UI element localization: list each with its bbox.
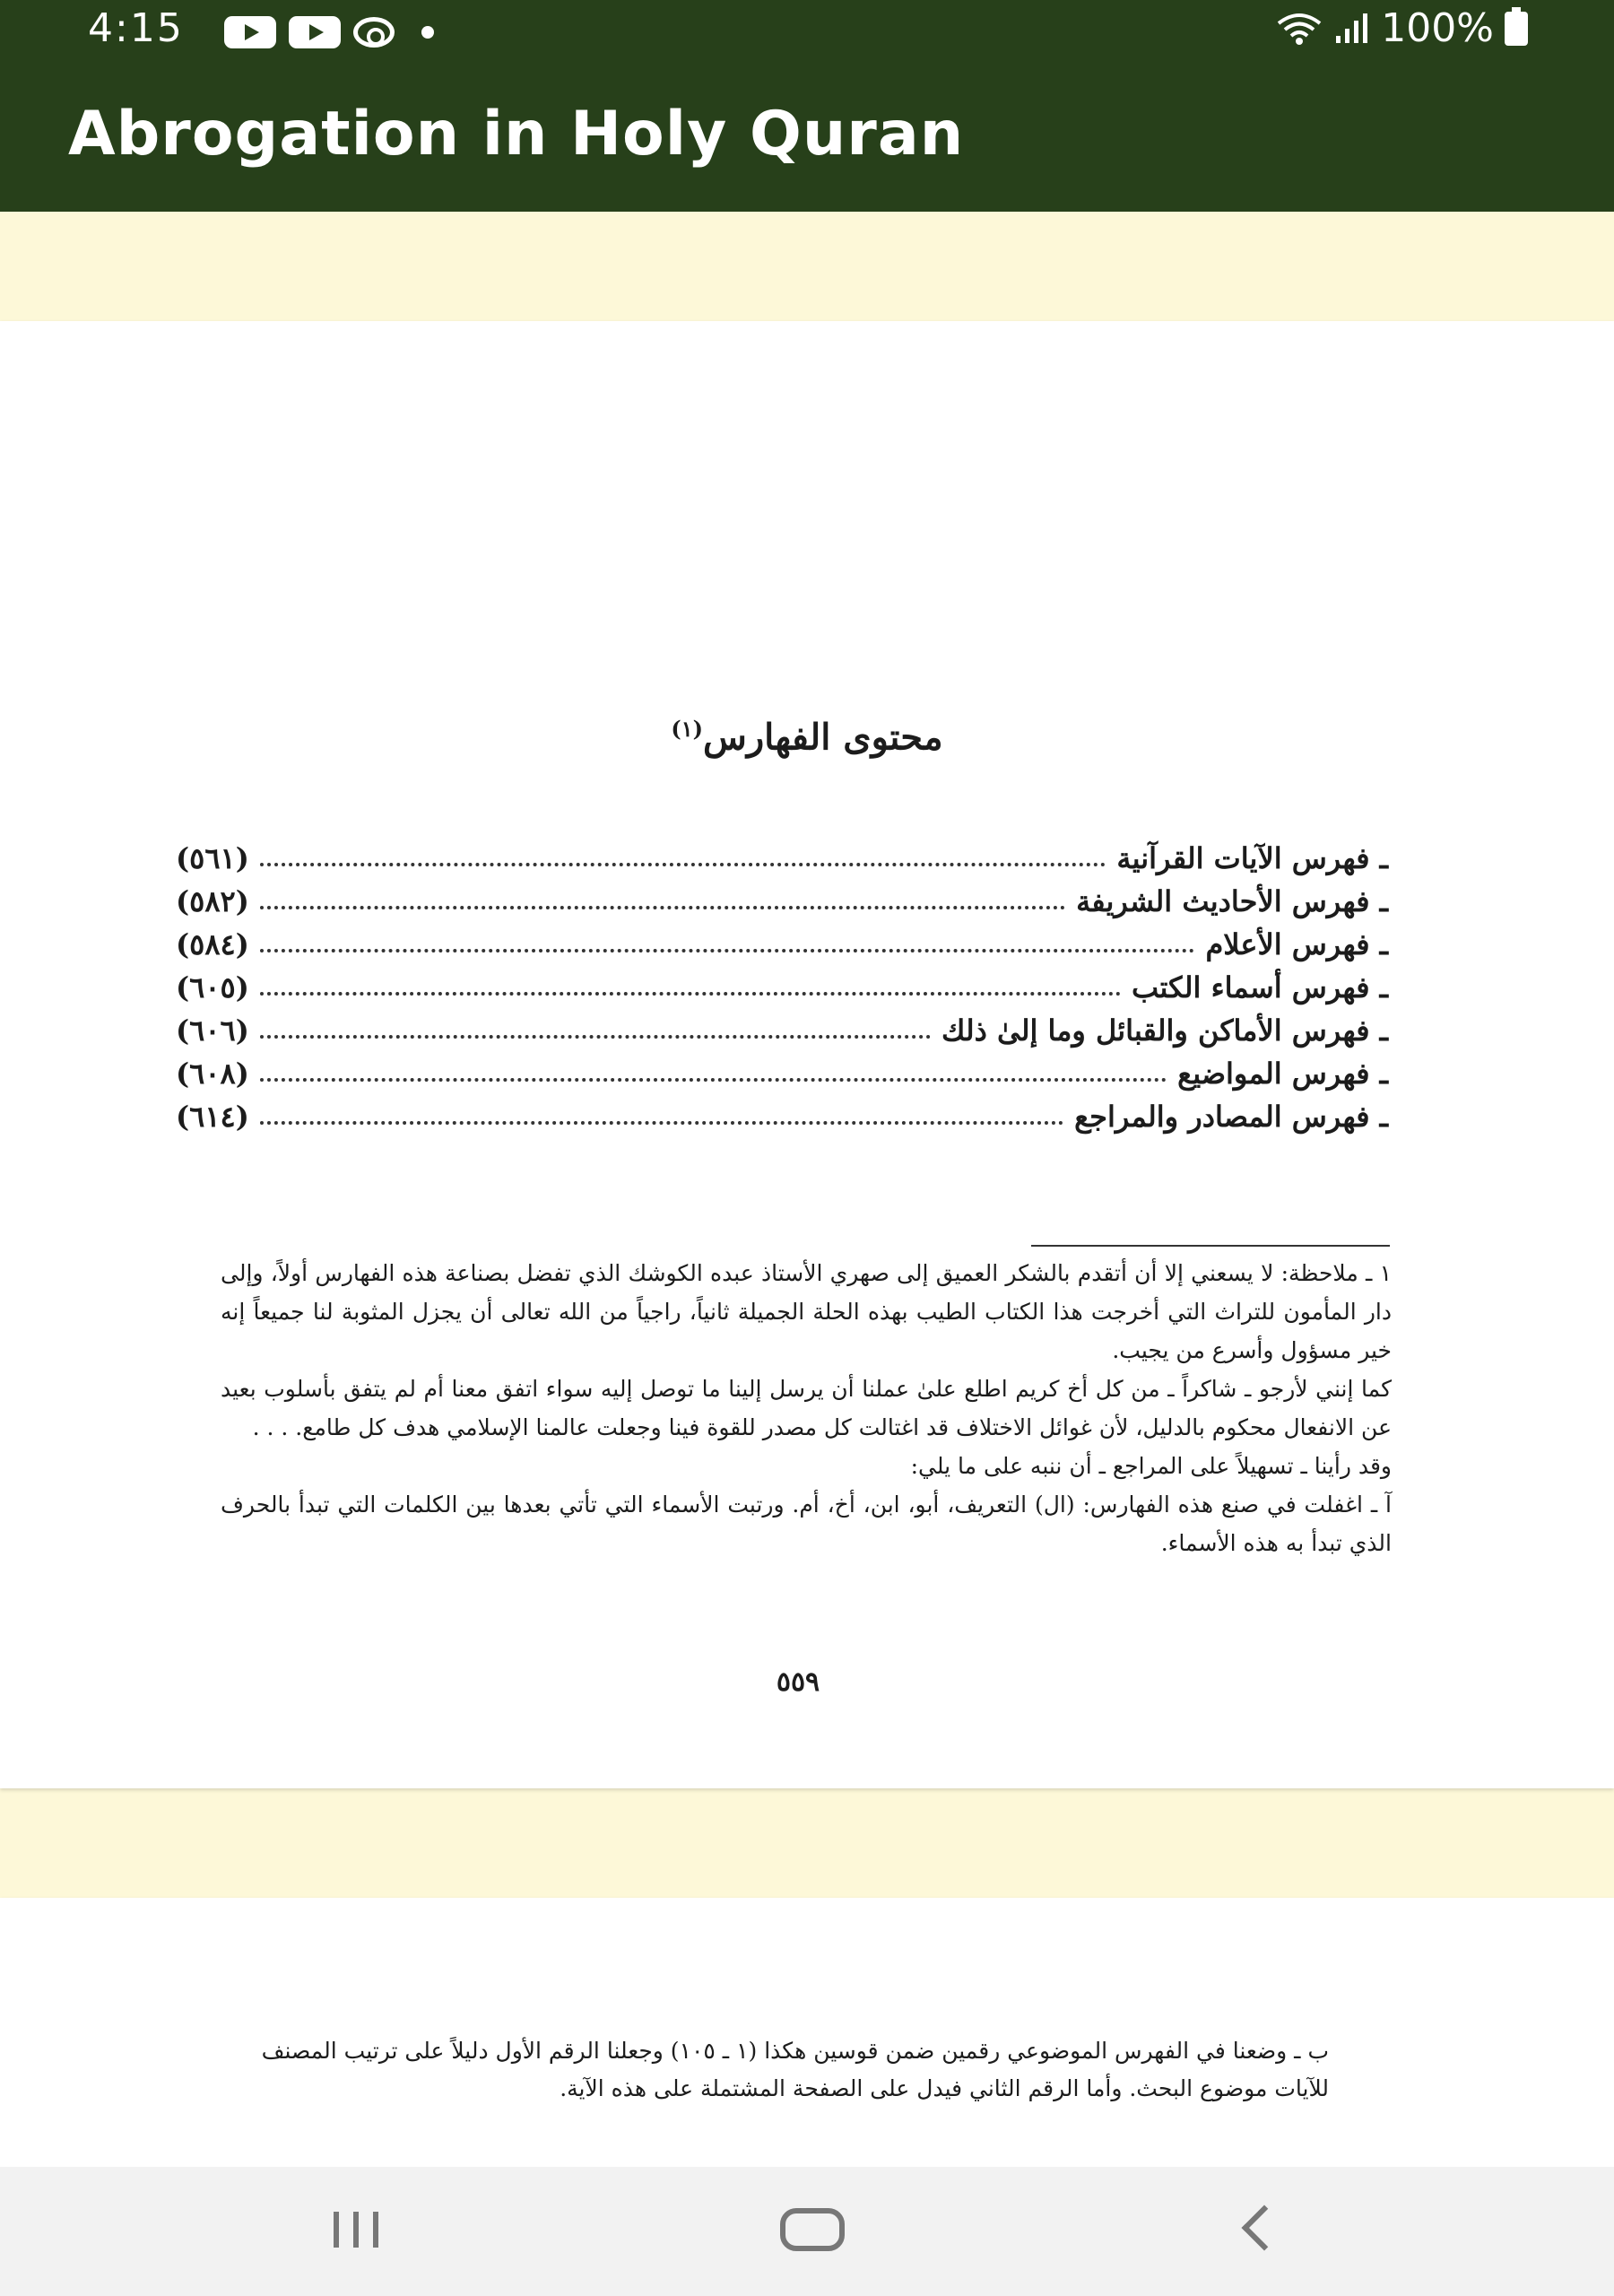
battery-icon [1505, 12, 1528, 46]
toc-label: ـ فهرس الأعلام [1205, 927, 1388, 961]
home-icon[interactable] [780, 2208, 845, 2251]
toc-page-number: (٦٠٦) [176, 1013, 249, 1048]
screen-mirror-icon [353, 17, 395, 48]
system-nav-bar [0, 2167, 1614, 2296]
recent-apps-bar [334, 2212, 339, 2248]
toc-label: ـ فهرس الآيات القرآنية [1116, 841, 1388, 875]
app-title: Abrogation in Holy Quran [68, 99, 965, 170]
toc-row [176, 918, 1388, 961]
app-bar [0, 63, 1614, 212]
toc-leader-dots [260, 906, 1065, 909]
toc-leader-dots [260, 1078, 1167, 1082]
book-page[interactable] [0, 321, 1614, 1788]
youtube-icon [224, 16, 276, 48]
toc-leader-dots [260, 863, 1106, 866]
toc-row [176, 1048, 1388, 1091]
toc-row [176, 961, 1388, 1004]
back-icon[interactable] [1242, 2205, 1288, 2251]
footnote-paragraph: ١ ـ ملاحظة: لا يسعني إلا أن أتقدم بالشكر العميق إلى صهري الأستاذ عبده الكوشك الذي تفضل بصناعة هذه الفهارس أولاً، وإلى دار المأمون للتراث التي أخرجت هذا الكتاب الطيب بهذه الحلة الجميلة ثانياً، راجياً من الله تعالى أن يجزل المثوبة لنا جميعاً إنه خير مسؤول وأسرع من يجيب. [221, 1260, 1392, 1363]
footnote-paragraph: آ ـ اغفلت في صنع هذه الفهارس: (ال) التعريف، أبو، ابن، أخ، أم. ورتبت الأسماء التي تأتي بعدها بين الكلمات التي تبدأ بالحرف الذي تبدأ به هذه الأسماء. [221, 1492, 1392, 1556]
toc-label: ـ فهرس المصادر والمراجع [1074, 1100, 1388, 1134]
notification-dot-icon [421, 26, 434, 39]
youtube-icon [289, 16, 341, 48]
footnote-paragraph: كما إنني لأرجو ـ شاكراً ـ من كل أخ كريم اطلع علىٰ عملنا أن يرسل إلينا ما توصل إليه سواء اتفق معنا أم لم يتفق بأسلوب بعيد عن الانفعال محكوم بالدليل، لأن غوائل الاختلاف قد اغتالت كل مصدر للقوة فينا وجعلت عالمنا الإسلامي هدف كل طامع. . . . [221, 1376, 1392, 1440]
page-body [203, 2032, 1329, 2108]
battery-percent: 100% [1381, 5, 1494, 51]
footnote [221, 1254, 1392, 1562]
status-notification-icons [224, 16, 434, 48]
toc-row [176, 1004, 1388, 1048]
toc-page-number: (٥٦١) [176, 841, 249, 875]
toc-row [176, 832, 1388, 875]
footnote-divider [1031, 1245, 1390, 1247]
toc-page-number: (٦٠٨) [176, 1057, 249, 1091]
toc-page-number: (٥٨٤) [176, 927, 249, 961]
status-system-icons [1275, 5, 1528, 51]
toc-page-number: (٦١٤) [176, 1100, 249, 1134]
recent-apps-icon[interactable] [334, 2212, 378, 2248]
toc-label: ـ فهرس المواضيع [1177, 1057, 1388, 1091]
status-bar [0, 0, 1614, 63]
toc-row [176, 1091, 1388, 1134]
toc-label: ـ فهرس الأحاديث الشريفة [1076, 884, 1388, 918]
toc-label: ـ فهرس أسماء الكتب [1132, 970, 1388, 1004]
toc-row [176, 875, 1388, 918]
toc-page-number: (٦٠٥) [176, 970, 249, 1004]
page-number: ٥٥٩ [776, 1666, 820, 1698]
book-page[interactable] [0, 1898, 1614, 2167]
footnote-paragraph: وقد رأينا ـ تسهيلاً على المراجع ـ أن ننبه على ما يلي: [910, 1453, 1392, 1479]
wifi-icon [1275, 11, 1323, 47]
page-heading [538, 716, 1076, 758]
recent-apps-bar [373, 2212, 378, 2248]
heading-text: محتوى الفهارس [703, 716, 943, 759]
toc-leader-dots [260, 1035, 931, 1039]
toc-leader-dots [260, 992, 1121, 996]
toc-leader-dots [260, 1121, 1063, 1125]
toc-label: ـ فهرس الأماكن والقبائل وما إلىٰ ذلك [941, 1013, 1388, 1048]
page-paragraph: ب ـ وضعنا في الفهرس الموضوعي رقمين ضمن قوسين هكذا (١ ـ ١٠٥) وجعلنا الرقم الأول دليلاً على ترتيب المصنف للآيات موضوع البحث. وأما الرقم الثاني فيدل على الصفحة المشتملة على هذه الآية. [261, 2038, 1329, 2101]
heading-footnote-mark: (١) [671, 716, 704, 742]
recent-apps-bar [353, 2212, 359, 2248]
status-time: 4:15 [88, 5, 184, 51]
signal-icon [1334, 13, 1370, 45]
toc-leader-dots [260, 949, 1195, 952]
toc-page-number: (٥٨٢) [176, 884, 249, 918]
toc-list [176, 832, 1388, 1134]
